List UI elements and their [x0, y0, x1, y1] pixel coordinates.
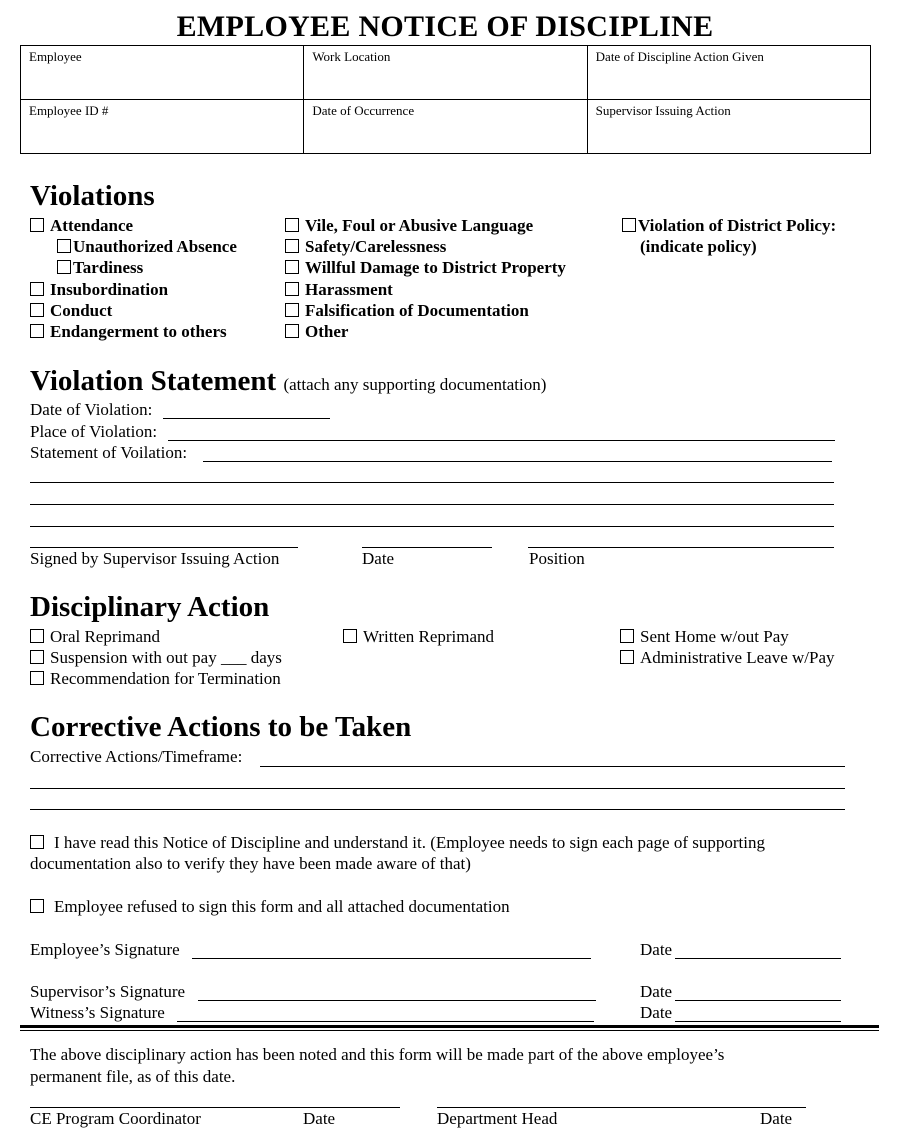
checkbox-label: Administrative Leave w/Pay: [640, 648, 835, 667]
coordinator-date-label: Date: [303, 1109, 336, 1128]
witness-signature-label: Witness’s Signature: [30, 1003, 165, 1022]
checkbox-label: Recommendation for Termination: [50, 669, 281, 688]
checkbox-label: Violation of District Policy:: [638, 216, 837, 235]
checkbox-label: Employee refused to sign this form and all attached documentation: [54, 897, 510, 916]
checkbox-willful-damage[interactable]: [285, 258, 566, 278]
department-head-sign-line[interactable]: [437, 1107, 806, 1108]
employee-date-label: Date: [640, 940, 673, 959]
checkbox-label: Harassment: [305, 280, 393, 299]
violation-statement-heading: [30, 365, 546, 398]
employee-signature-line[interactable]: [192, 958, 591, 959]
employee-field[interactable]: [21, 46, 304, 100]
statement-date-line[interactable]: [362, 547, 492, 548]
checkbox-label: Vile, Foul or Abusive Language: [305, 216, 534, 235]
checkbox-icon: [343, 629, 357, 643]
checkbox-icon: [30, 324, 44, 338]
checkbox-label: Safety/Carelessness: [305, 237, 447, 256]
checkbox-termination[interactable]: [30, 669, 281, 689]
checkbox-icon: [622, 218, 636, 232]
checkbox-label: Conduct: [50, 301, 113, 320]
checkbox-falsification[interactable]: [285, 301, 529, 321]
statement-line-2[interactable]: [30, 482, 834, 483]
employee-info-table: [20, 45, 871, 154]
signed-by-supervisor-label: Signed by Supervisor Issuing Action: [30, 549, 280, 568]
corrective-line-3[interactable]: [30, 809, 845, 810]
acknowledge-text-cont: documentation also to verify they have been made aware of that): [30, 854, 471, 873]
witness-signature-line[interactable]: [177, 1021, 594, 1022]
checkbox-abusive-language[interactable]: [285, 216, 533, 236]
statement-line-4[interactable]: [30, 526, 834, 527]
date-action-given-field[interactable]: [587, 46, 870, 100]
date-occurrence-label: Date of Occurrence: [312, 103, 415, 118]
supervisor-sign-line[interactable]: [30, 547, 298, 548]
place-of-violation-line[interactable]: [168, 440, 835, 441]
checkbox-oral-reprimand[interactable]: [30, 627, 160, 647]
checkbox-icon: [285, 260, 299, 274]
checkbox-label: I have read this Notice of Discipline and understand it. (Employee needs to sign each page of supporting: [54, 833, 765, 852]
heading-text: Violation Statement: [30, 365, 277, 397]
checkbox-acknowledge[interactable]: [30, 833, 765, 853]
employee-date-line[interactable]: [675, 958, 841, 959]
checkbox-label: Written Reprimand: [363, 627, 495, 646]
checkbox-icon: [30, 629, 44, 643]
checkbox-icon: [57, 260, 71, 274]
checkbox-administrative-leave[interactable]: [620, 648, 835, 668]
statement-line-1[interactable]: [203, 461, 832, 462]
checkbox-label: Other: [305, 322, 349, 341]
ce-coordinator-label: CE Program Coordinator: [30, 1109, 201, 1128]
checkbox-icon: [285, 239, 299, 253]
work-location-field[interactable]: [304, 46, 587, 100]
disciplinary-action-heading: Disciplinary Action: [30, 591, 270, 623]
form-title: EMPLOYEE NOTICE OF DISCIPLINE: [176, 10, 714, 43]
place-of-violation-label: Place of Violation:: [30, 422, 158, 441]
employee-id-field[interactable]: [21, 100, 304, 154]
checkbox-safety[interactable]: [285, 237, 446, 257]
checkbox-label: Sent Home w/out Pay: [640, 627, 789, 646]
checkbox-icon: [620, 650, 634, 664]
supervisor-date-line[interactable]: [675, 1000, 841, 1001]
witness-date-label: Date: [640, 1003, 673, 1022]
position-line[interactable]: [528, 547, 834, 548]
checkbox-label: Unauthorized Absence: [73, 237, 237, 256]
statement-line-3[interactable]: [30, 504, 834, 505]
checkbox-attendance[interactable]: [30, 216, 133, 236]
statement-of-violation-label: Statement of Voilation:: [30, 443, 188, 462]
supervisor-issuing-label: Supervisor Issuing Action: [595, 103, 731, 118]
file-note-line-2: permanent file, as of this date.: [30, 1067, 236, 1086]
section-divider-thin: [20, 1030, 879, 1031]
checkbox-icon: [285, 324, 299, 338]
date-of-violation-line[interactable]: [163, 418, 330, 419]
checkbox-unauthorized-absence[interactable]: [57, 237, 237, 257]
checkbox-label: Suspension with out pay ___ days: [50, 648, 282, 667]
checkbox-icon: [620, 629, 634, 643]
supervisor-issuing-field[interactable]: [587, 100, 870, 154]
date-of-violation-label: Date of Violation:: [30, 400, 153, 419]
checkbox-icon: [30, 303, 44, 317]
statement-date-label: Date: [362, 549, 395, 568]
violations-heading: Violations: [30, 180, 155, 212]
date-action-given-label: Date of Discipline Action Given: [595, 49, 764, 64]
witness-date-line[interactable]: [675, 1021, 841, 1022]
supervisor-signature-line[interactable]: [198, 1000, 596, 1001]
checkbox-label: Tardiness: [73, 258, 144, 277]
checkbox-icon: [30, 899, 44, 913]
checkbox-sent-home[interactable]: [620, 627, 789, 647]
checkbox-label: Oral Reprimand: [50, 627, 160, 646]
department-head-date-label: Date: [760, 1109, 793, 1128]
date-occurrence-field[interactable]: [304, 100, 587, 154]
checkbox-district-policy[interactable]: [622, 216, 836, 236]
supervisor-signature-label: Supervisor’s Signature: [30, 982, 186, 1001]
checkbox-insubordination[interactable]: [30, 280, 168, 300]
employee-label: Employee: [29, 49, 82, 64]
checkbox-conduct[interactable]: [30, 301, 112, 321]
checkbox-employee-refused[interactable]: [30, 897, 510, 917]
checkbox-icon: [30, 218, 44, 232]
heading-note: (attach any supporting documentation): [283, 375, 547, 394]
corrective-line-1[interactable]: [260, 766, 845, 767]
position-label: Position: [529, 549, 585, 568]
department-head-label: Department Head: [437, 1109, 558, 1128]
file-note-line-1: The above disciplinary action has been noted and this form will be made part of the above employee’s: [30, 1045, 725, 1064]
checkbox-label: Willful Damage to District Property: [305, 258, 566, 277]
employee-id-label: Employee ID #: [29, 103, 109, 118]
checkbox-label: Endangerment to others: [50, 322, 227, 341]
checkbox-icon: [30, 282, 44, 296]
checkbox-label: Attendance: [50, 216, 134, 235]
checkbox-label: Insubordination: [50, 280, 169, 299]
indicate-policy-label: (indicate policy): [640, 237, 757, 256]
checkbox-endangerment[interactable]: [30, 322, 227, 342]
checkbox-icon: [285, 303, 299, 317]
checkbox-icon: [57, 239, 71, 253]
checkbox-icon: [30, 671, 44, 685]
checkbox-label: Falsification of Documentation: [305, 301, 529, 320]
corrective-actions-heading: Corrective Actions to be Taken: [30, 711, 412, 743]
checkbox-icon: [285, 218, 299, 232]
checkbox-written-reprimand[interactable]: [343, 627, 494, 647]
corrective-line-2[interactable]: [30, 788, 845, 789]
checkbox-icon: [30, 835, 44, 849]
checkbox-harassment[interactable]: [285, 280, 393, 300]
section-divider: [20, 1025, 879, 1028]
work-location-label: Work Location: [312, 49, 391, 64]
checkbox-icon: [30, 650, 44, 664]
checkbox-other[interactable]: [285, 322, 348, 342]
checkbox-tardiness[interactable]: [57, 258, 143, 278]
supervisor-date-label: Date: [640, 982, 673, 1001]
corrective-actions-label: Corrective Actions/Timeframe:: [30, 747, 243, 766]
employee-signature-label: Employee’s Signature: [30, 940, 180, 959]
coordinator-sign-line[interactable]: [30, 1107, 400, 1108]
checkbox-suspension[interactable]: [30, 648, 282, 668]
checkbox-icon: [285, 282, 299, 296]
